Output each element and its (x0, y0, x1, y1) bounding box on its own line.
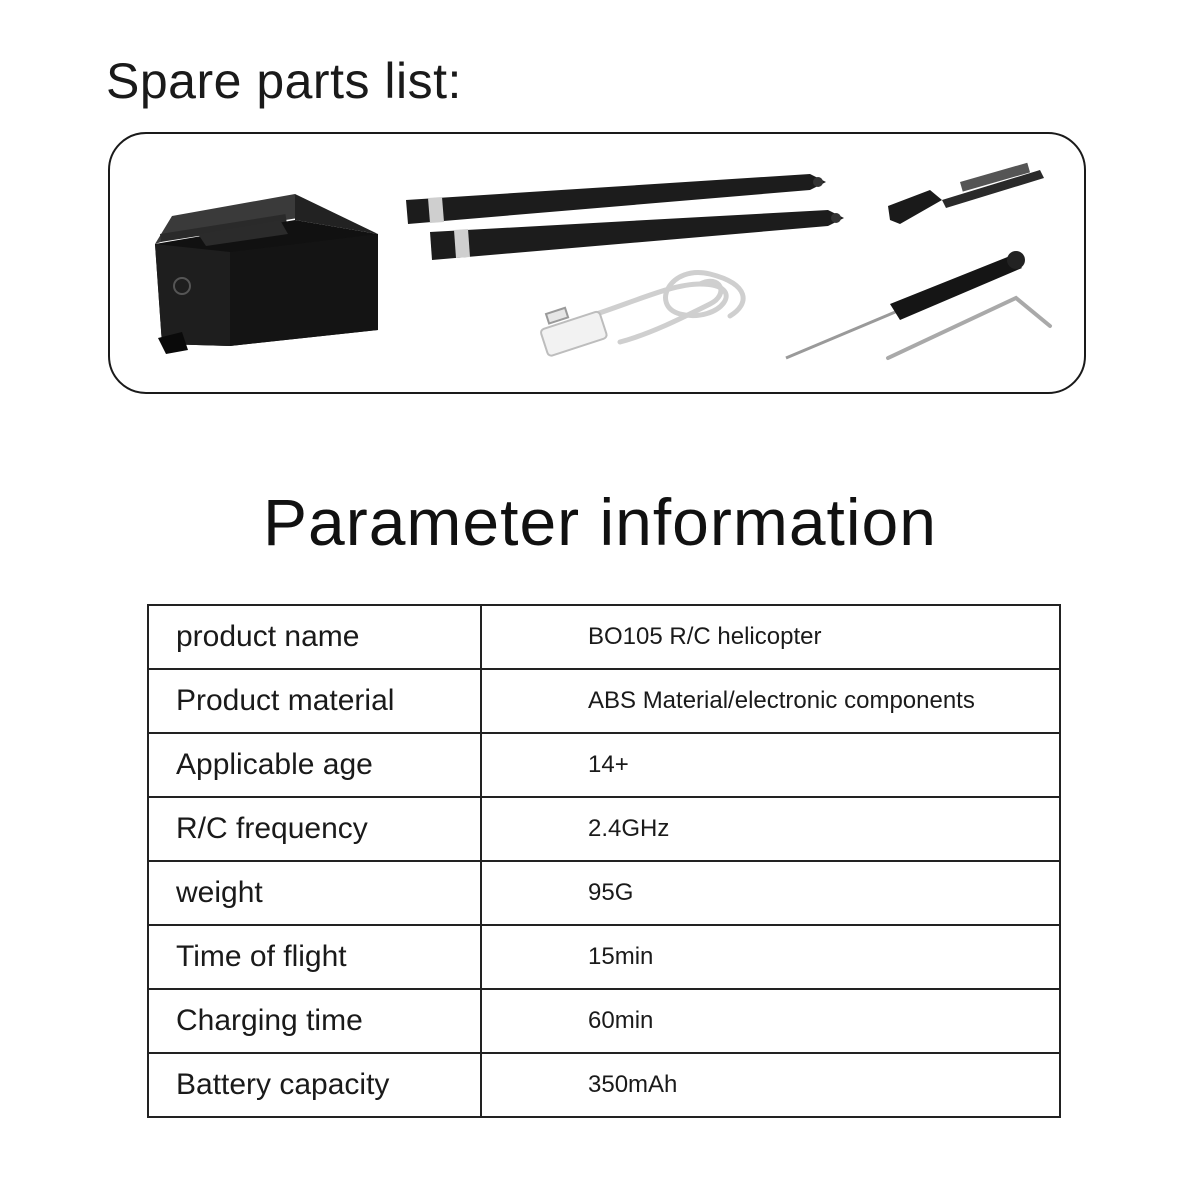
spare-parts-panel (108, 132, 1086, 394)
parameter-label: Applicable age (148, 733, 481, 797)
parameter-value: 15min (481, 925, 1060, 989)
table-row (148, 797, 1060, 861)
table-row (148, 669, 1060, 733)
table-row (148, 925, 1060, 989)
main-rotor-blade-icon (430, 210, 844, 260)
parameter-label: Battery capacity (148, 1053, 481, 1117)
battery-icon (155, 194, 378, 354)
parameter-label: product name (148, 605, 481, 669)
parameter-label: Charging time (148, 989, 481, 1053)
parameter-value: 60min (481, 989, 1060, 1053)
parameter-value: 350mAh (481, 1053, 1060, 1117)
table-row (148, 733, 1060, 797)
screwdriver-icon (786, 251, 1025, 358)
table-row (148, 989, 1060, 1053)
parameter-table (147, 604, 1061, 1118)
parameter-label: Time of flight (148, 925, 481, 989)
spare-parts-title: Spare parts list: (106, 53, 462, 109)
parameter-value: 2.4GHz (481, 797, 1060, 861)
parameter-label: weight (148, 861, 481, 925)
parameter-label: Product material (148, 669, 481, 733)
table-row (148, 605, 1060, 669)
parameter-value: ABS Material/electronic components (481, 669, 1060, 733)
usb-cable-icon (540, 272, 743, 356)
parameter-value: BO105 R/C helicopter (481, 605, 1060, 669)
parameter-value: 95G (481, 861, 1060, 925)
table-row (148, 861, 1060, 925)
parameter-value: 14+ (481, 733, 1060, 797)
parameter-information-title: Parameter information (263, 485, 937, 559)
tail-rotor-icon (888, 163, 1044, 224)
parameter-label: R/C frequency (148, 797, 481, 861)
spare-parts-illustration (110, 134, 1088, 396)
table-row (148, 1053, 1060, 1117)
